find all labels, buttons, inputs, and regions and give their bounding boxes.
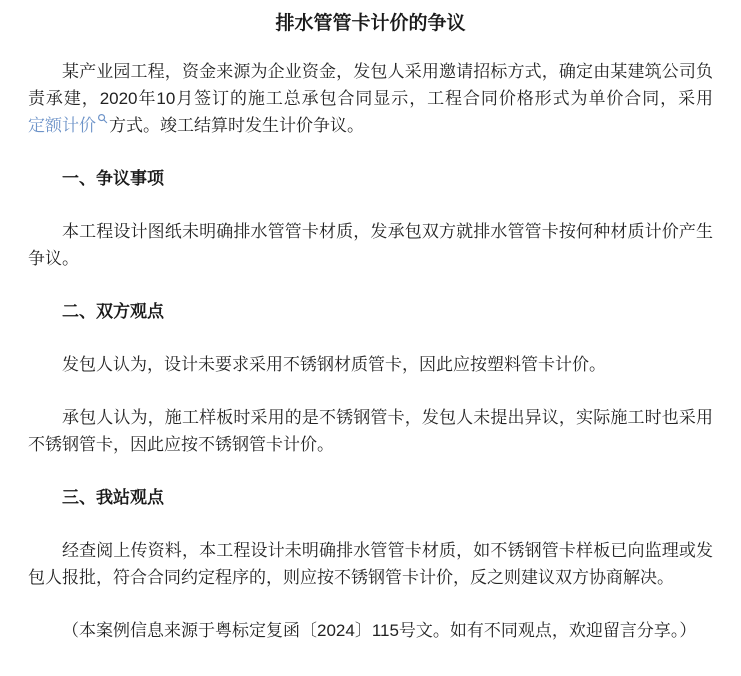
source-footnote: （本案例信息来源于粤标定复函〔2024〕115号文。如有不同观点，欢迎留言分享。） <box>62 621 697 640</box>
section-paragraph: 经查阅上传资料，本工程设计未明确排水管管卡材质，如不锈钢管卡样板已向监理或发包人报批，符合合同约定程序的，则应按不锈钢管卡计价，反之则建议双方协商解决。 <box>28 541 713 587</box>
intro-text-after: 方式。竣工结算时发生计价争议。 <box>109 116 364 135</box>
section-paragraph: 本工程设计图纸未明确排水管管卡材质，发承包双方就排水管管卡按何种材质计价产生争议。 <box>28 222 713 268</box>
article-section <box>28 484 713 591</box>
section-paragraph: 承包人认为，施工样板时采用的是不锈钢管卡，发包人未提出异议，实际施工时也采用不锈钢管卡，因此应按不锈钢管卡计价。 <box>28 408 713 454</box>
article-section <box>28 165 713 272</box>
entity-link[interactable] <box>28 116 109 135</box>
section-heading: 二、双方观点 <box>62 302 164 321</box>
article-sections <box>28 165 713 591</box>
page-title: 排水管管卡计价的争议 <box>275 13 466 34</box>
section-heading: 三、我站观点 <box>62 488 164 507</box>
section-heading: 一、争议事项 <box>62 169 164 188</box>
section-paragraph: 发包人认为，设计未要求采用不锈钢材质管卡，因此应按塑料管卡计价。 <box>62 355 606 374</box>
intro-text-before: 某产业园工程，资金来源为企业资金，发包人采用邀请招标方式，确定由某建筑公司负责承建，2020年10月签订的施工总承包合同显示，工程合同价格形式为单价合同，采用 <box>28 62 713 108</box>
article-section <box>28 298 713 458</box>
search-superscript-icon[interactable] <box>97 113 108 124</box>
entity-link-label: 定额计价 <box>28 116 96 135</box>
intro-paragraph <box>28 58 713 139</box>
